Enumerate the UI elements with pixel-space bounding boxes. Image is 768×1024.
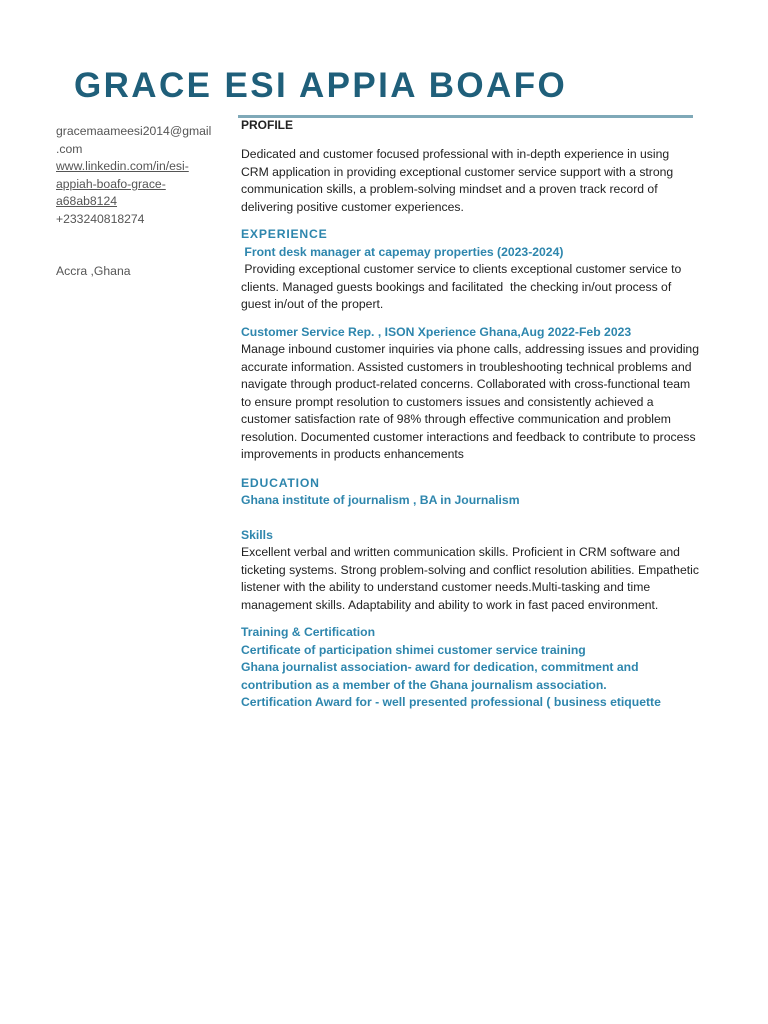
job-description-2: Manage inbound customer inquiries via phone calls, addressing issues and providing accurate information. Assisted customers in troubleshooting technical problems and navigate through product-related concerns. Collaborated with cross-functional team to ensure prompt resolution to customers issues and consistently achieved a customer satisfaction rate of 98% through effective communication and problem resolution. Documented customer interactions and feedback to contribute to process improvements in products enhancements (241, 342, 699, 461)
training-item-2: Ghana journalist association- award for dedication, commitment and contribution as a member of the Ghana journalism association. (241, 660, 639, 692)
linkedin-line-1: www.linkedin.com/in/esi- (56, 159, 189, 173)
email-line-1: gracemaameesi2014@gmail (56, 124, 212, 138)
training-item-1: Certificate of participation shimei customer service training (241, 642, 586, 657)
training-item-3: Certification Award for - well presented professional ( business etiquette (241, 695, 661, 709)
profile-text: Dedicated and customer focused professional with in-depth experience in using CRM application in providing exceptional customer service support with a strong communication skills, a problem-solving mindset and a proven track record of delivering positive customer experiences. (241, 147, 674, 214)
skills-heading: Skills (241, 527, 273, 542)
contact-sidebar (56, 123, 226, 281)
location: Accra ,Ghana (56, 264, 131, 278)
candidate-name: GRACE ESI APPIA BOAFO (74, 66, 568, 105)
main-content (241, 117, 699, 712)
education-heading: EDUCATION (241, 475, 320, 490)
experience-heading: EXPERIENCE (241, 227, 328, 241)
job-title-2: Customer Service Rep. , ISON Xperience Ghana,Aug 2022-Feb 2023 (241, 324, 632, 339)
education-entry: Ghana institute of journalism , BA in Journalism (241, 493, 520, 507)
email-line-2: .com (56, 141, 83, 156)
job-description-1: Providing exceptional customer service to clients exceptional customer service to clients. Managed guests bookings and facilitated the checking in/out process of guest in/out of the propert. (241, 262, 685, 311)
linkedin-link[interactable] (56, 158, 226, 211)
phone-number: +233240818274 (56, 211, 145, 226)
linkedin-line-2: appiah-boafo-grace- (56, 176, 166, 191)
linkedin-line-3: a68ab8124 (56, 194, 118, 208)
skills-text: Excellent verbal and written communication skills. Proficient in CRM software and ticketing systems. Strong problem-solving and conflict resolution abilities. Empathetic listener with the ability to understand customer needs.Multi-tasking and time management skills. Adaptability and ability to work in fast paced environment. (241, 545, 699, 612)
profile-heading: PROFILE (241, 118, 294, 132)
training-heading: Training & Certification (241, 625, 376, 639)
job-title-1: Front desk manager at capemay properties (2023-2024) (241, 244, 564, 259)
